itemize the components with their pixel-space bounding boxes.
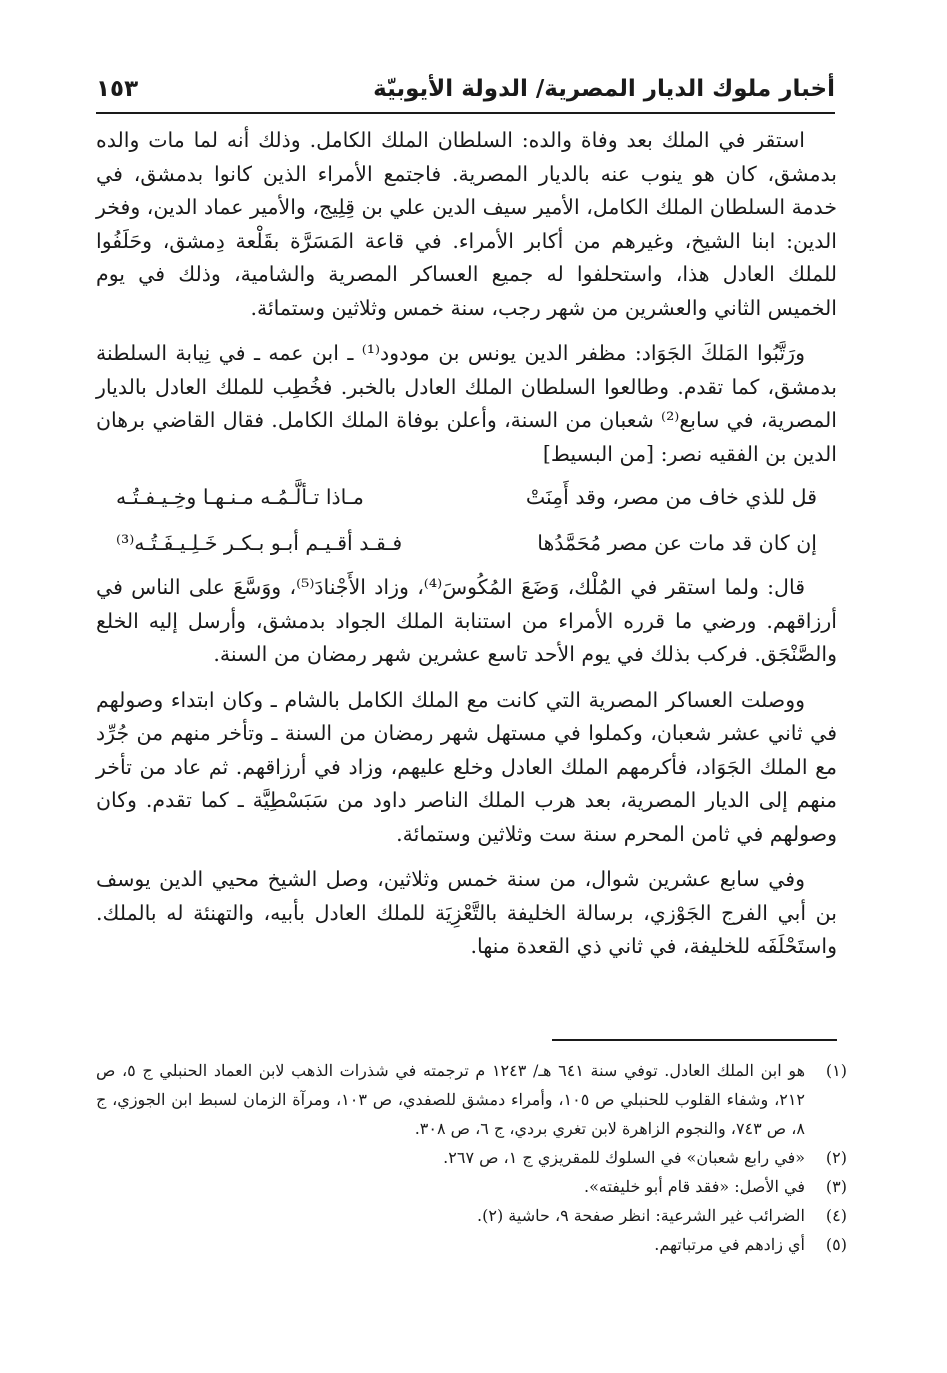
footnote-number: (٣) xyxy=(825,1177,847,1196)
footnote-text: هو ابن الملك العادل. توفي سنة ٦٤١ هـ/ ١٢٤٣ م ترجمته في شذرات الذهب لابن العماد الحنبلي ج ٥، ص ٢١٢، وشفاء القلوب للحنبلي ص ١٠٥، وأمراء دمشق للصفدي، ص ١٠٣، ومرآة الزمان لسبط ابن الجوزي، ج ٨، ص ٧٤٣، والنجوم الزاهرة لابن تغري بردي، ج ٦، ص ٣٠٨. xyxy=(96,1061,806,1138)
footnote xyxy=(96,1201,847,1230)
paragraph-accession: استقر في الملك بعد وفاة والده: السلطان الملك الكامل. وذلك أنه لما مات والده بدمشق، كان هو ينوب عنه بالديار المصرية. فاجتمع الأمراء الذين كانوا بدمشق، في خدمة السلطان الملك الكامل، الأمير سيف الدين علي بن قِلِيج، والأمير عماد الدين، وفخر الدين: ابنا الشيخ، وغيرهم من أكابر الأمراء. في قاعة المَسَرَّة بقَلْعة دِمشق، وحَلَفُوا للملك العادل هذا، واستحلفوا له جميع العساكر المصرية والشامية، وذلك في يوم الخميس الثاني والعشرين من شهر رجب، سنة خمس وثلاثين وستمائة. xyxy=(96,128,837,320)
verse-second-hemistich: مـاذا تـألَّـمُـه مـنـهـا وخِـيـفـتُـه xyxy=(116,485,364,509)
footnotes xyxy=(96,1056,847,1259)
footnote-number: (١) xyxy=(825,1061,847,1080)
footnote-separator xyxy=(552,1039,837,1041)
paragraph-deputy: ورَتَّبُوا المَلكَ الجَوَاد: مظفر الدين يونس بن مودود⁽¹⁾ ـ ابن عمه ـ في نِيابة السلطنة بدمشق، كما تقدم. وطالعوا السلطان الملك العادل بالخبر. فخُطِب للملك العادل بالديار المصرية، في سابع⁽²⁾ شعبان من السنة، وأعلن بوفاة الملك الكامل. فقال القاضي برهان الدين بن الفقيه نصر: [من البسيط] xyxy=(96,341,837,466)
verse-second-hemistich: فـقـد أقـيـم أبـو بـكـر خَـلِـيـفَـتُـه⁽³⁾ xyxy=(116,531,403,555)
verse-first-hemistich: إن كان قد مات عن مصر مُحَمَّدُها xyxy=(537,531,817,555)
verse-first-hemistich: قل للذي خاف من مصر، وقد أَمِنَتْ xyxy=(525,485,817,509)
paragraph-condolence: وفي سابع عشرين شوال، من سنة خمس وثلاثين، وصل الشيخ محيي الدين يوسف بن أبي الفرج الجَوْزي، برسالة الخليفة بالتَّعْزِيَة للملك العادل بأبيه، والتهنئة له بالملك. واستَحْلَفَه للخليفة، في ثاني ذي القعدة منها. xyxy=(96,867,837,958)
footnote-text: أي زادهم في مرتباتهم. xyxy=(654,1235,805,1254)
footnote xyxy=(96,1172,847,1201)
footnote-number: (٥) xyxy=(825,1235,847,1254)
footnote-number: (٤) xyxy=(825,1206,847,1225)
footnote-number: (٢) xyxy=(825,1148,847,1167)
footnote-text: الضرائب غير الشرعية: انظر صفحة ٩، حاشية (٢). xyxy=(477,1206,805,1225)
verse-line xyxy=(116,479,817,515)
footnote-text: في الأصل: «فقد قام أبو خليفته». xyxy=(584,1177,805,1196)
footnote xyxy=(96,1056,847,1143)
page-number: ١٥٣ xyxy=(96,76,139,102)
footnote xyxy=(96,1143,847,1172)
verse-line xyxy=(116,525,817,561)
paragraph-taxes: قال: ولما استقر في المُلْك، وَضَعَ المُكُوسَ⁽⁴⁾، وزاد الأَجْنادَ⁽⁵⁾، ووَسَّعَ على الناس في أرزاقهم. ورضي ما قرره الأمراء من استنابة الملك الجواد بدمشق، وأرسل إليه الخلع والصَّنْجَق. فركب بذلك في يوم الأحد تاسع عشرين شهر رمضان من السنة. xyxy=(96,575,837,666)
footnote xyxy=(96,1230,847,1259)
paragraph-armies: ووصلت العساكر المصرية التي كانت مع الملك الكامل بالشام ـ وكان ابتداء وصولهم في ثاني عشر شعبان، وكملوا في مستهل شهر رمضان من السنة ـ وتأخر منهم من جُرِّد مع الملك الجَوَاد، فأكرمهم الملك العادل وخلع عليهم، وزاد في أرزاقهم. ثم عاد من تأخر منهم إلى الديار المصرية، بعد هرب الملك الناصر داود من سَبَسْطِيَّة ـ كما تقدم. وكان وصولهم في ثامن المحرم سنة ست وثلاثين وستمائة. xyxy=(96,687,837,846)
footnote-text: «في رابع شعبان» في السلوك للمقريزي ج ١، ص ٢٦٧. xyxy=(443,1148,805,1167)
running-title: أخبار ملوك الديار المصرية/ الدولة الأيوبيّة xyxy=(373,76,835,102)
running-header xyxy=(96,70,835,114)
main-text xyxy=(96,124,837,976)
